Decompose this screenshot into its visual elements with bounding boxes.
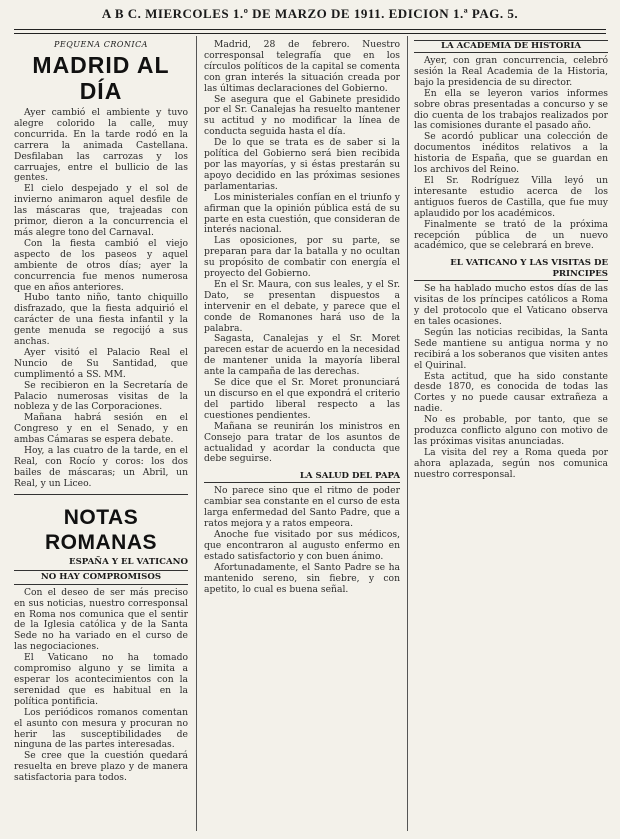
paragraph: Se acordó publicar una colección de documentos inéditos relativos a la historia de España, que se guardan en los archivos del Reino. bbox=[414, 131, 608, 176]
paragraph: Se asegura que el Gabinete presidido por el Sr. Canalejas ha resuelto mantener su actitud y no modificar la línea de conducta seguida hasta el día. bbox=[204, 93, 400, 138]
paragraph: Hoy, a las cuatro de la tarde, en el Real, con Rocío y coros: los dos bailes de máscaras; un Abril, un Real, y un Liceo. bbox=[14, 445, 188, 489]
paragraph: Los ministeriales confían en el triunfo y afirman que la opinión pública está de su parte en esta cuestión, que consideran de interés nacional. bbox=[204, 191, 400, 236]
masthead: A B C. MIERCOLES 1.º DE MARZO DE 1911. EDICION 1.ª PAG. 5. bbox=[101, 6, 519, 21]
column-3 bbox=[414, 40, 608, 835]
section-rule bbox=[14, 494, 188, 495]
paragraph: Los periódicos romanos comentan el asunto con mesura y procuran no herir las susceptibilidades de ninguna de las partes interesadas. bbox=[14, 706, 188, 751]
paragraph: En el Sr. Maura, con sus leales, y el Sr. Dato, se presentan dispuestos a intervenir en el debate, y parece que el conde de Romanones hará uso de la palabra. bbox=[204, 278, 400, 334]
paragraph: Afortunadamente, el Santo Padre se ha mantenido sereno, sin fiebre, y con apetito, lo cual es buena señal. bbox=[204, 561, 400, 595]
article-body bbox=[14, 588, 188, 784]
paragraph: No es probable, por tanto, que se produzca conflicto alguno con motivo de las próximas visitas anunciadas. bbox=[414, 414, 608, 447]
section-heading: EL VATICANO Y LAS VISITAS DE PRINCIPES bbox=[414, 258, 608, 281]
paragraph: Se recibieron en la Secretaría de Palacio numerosas visitas de la nobleza y de las Corporaciones. bbox=[14, 379, 188, 413]
column-2 bbox=[204, 40, 400, 835]
paragraph: Finalmente se trató de la próxima recepción pública de un nuevo académico, que se celebrará en breve. bbox=[414, 218, 608, 252]
paragraph: Las oposiciones, por su parte, se preparan para dar la batalla y no ocultan su propósito de combatir con energía el proyecto del Gobierno. bbox=[204, 235, 400, 280]
paragraph: El Vaticano no ha tomado compromiso alguno y se limita a esperar los acontecimientos con la serenidad que es habitual en la política pontificia. bbox=[14, 652, 188, 707]
paragraph: Mañana habrá sesión en el Congreso y en el Senado, y en ambas Cámaras se espera debate. bbox=[14, 412, 188, 446]
paragraph: Mañana se reunirán los ministros en Consejo para tratar de los asuntos de actualidad y acordar la conducta que debe seguirse. bbox=[204, 420, 400, 465]
section-heading: LA SALUD DEL PAPA bbox=[204, 471, 400, 483]
paragraph: Ayer visitó el Palacio Real el Nuncio de Su Santidad, que cumplimentó a SS. MM. bbox=[14, 346, 188, 380]
paragraph: Se ha hablado mucho estos días de las visitas de los príncipes católicos a Roma y del protocolo que el Vaticano observa en tales ocasiones. bbox=[414, 283, 608, 328]
paragraph: Esta actitud, que ha sido constante desde 1870, es conocida de todas las Cortes y no puede causar extrañeza a nadie. bbox=[414, 370, 608, 415]
article-body bbox=[414, 284, 608, 480]
paragraph: No parece sino que el ritmo de poder cambiar sea constante en el curso de esta larga enfermedad del Santo Padre, que a ratos mejora y a ratos empeora. bbox=[204, 485, 400, 530]
paragraph: Con la fiesta cambió el viejo aspecto de los paseos y aquel ambiente de otros días; ayer la concurrencia fue menos numerosa que en años anteriores. bbox=[14, 237, 188, 293]
paragraph: Se cree que la cuestión quedará resuelta en breve plazo y de manera satisfactoria para todos. bbox=[14, 750, 188, 784]
section-heading: LA ACADEMIA DE HISTORIA bbox=[414, 40, 608, 53]
paragraph: Hubo tanto niño, tanto chiquillo disfrazado, que la fiesta adquirió el carácter de una fiesta infantil y la gente menuda se regocijó a sus anchas. bbox=[14, 292, 188, 348]
article-subheading: NO HAY COMPROMISOS bbox=[14, 570, 188, 585]
article-title: NOTAS ROMANAS bbox=[45, 505, 157, 554]
paragraph: Se dice que el Sr. Moret pronunciará un discurso en el que expondrá el criterio del partido liberal respecto a las cuestiones pendientes. bbox=[204, 377, 400, 421]
column-1 bbox=[14, 40, 188, 835]
paragraph: Sagasta, Canalejas y el Sr. Moret parecen estar de acuerdo en la necesidad de mantener unida la mayoría liberal ante la campaña de las derechas. bbox=[204, 333, 400, 378]
masthead-rule bbox=[14, 29, 606, 30]
article-body bbox=[204, 40, 400, 465]
paragraph: Con el deseo de ser más preciso en sus noticias, nuestro corresponsal en Roma nos comunica que el sentir de la Iglesia católica y de la Santa Sede no ha variado en el curso de las negociaciones. bbox=[14, 586, 188, 653]
paragraph: Ayer, con gran concurrencia, celebró sesión la Real Academia de la Historia, bajo la presidencia de su director. bbox=[414, 55, 608, 88]
column-divider bbox=[407, 36, 408, 831]
paragraph: El Sr. Rodríguez Villa leyó un interesante estudio acerca de los antiguos fueros de Castilla, que fue muy aplaudido por los académicos. bbox=[414, 174, 608, 219]
masthead-rule-2 bbox=[14, 33, 606, 34]
paragraph: De lo que se trata es de saber si la política del Gobierno será bien recibida por las mayorías, y si éstas prestarán su apoyo decidido en las próximas sesiones parlamentarias. bbox=[204, 137, 400, 192]
paragraph: Ayer cambió el ambiente y tuvo alegre colorido la calle, muy concurrida. En la tarde rodó en la carrera la animada Castellana. Desfilaban las carrozas y los carruajes, entre el bullicio de las gentes. bbox=[14, 107, 188, 184]
kicker: PEQUEÑA CRÓNICA bbox=[54, 40, 148, 49]
article-subtitle: ESPAÑA Y EL VATICANO bbox=[69, 556, 188, 567]
paragraph: Madrid, 28 de febrero. Nuestro corresponsal telegrafía que en los círculos políticos de la capital se comenta con gran interés la situación creada por las últimas declaraciones del Gobierno. bbox=[204, 40, 400, 94]
paragraph: La visita del rey a Roma queda por ahora aplazada, según nos comunica nuestro corresponsal. bbox=[414, 446, 608, 480]
article-body bbox=[14, 108, 188, 490]
paragraph: El cielo despejado y el sol de invierno animaron aquel desfile de las máscaras que, trajeadas con primor, dieron a la concurrencia el más alegre tono del Carnaval. bbox=[14, 183, 188, 238]
article-body bbox=[204, 486, 400, 595]
paragraph: En ella se leyeron varios informes sobre obras presentadas a concurso y se dio cuenta de los trabajos realizados por las comisiones durante el pasado año. bbox=[414, 87, 608, 132]
article-title: MADRID AL DÍA bbox=[32, 52, 170, 104]
paragraph: Según las noticias recibidas, la Santa Sede mantiene su antigua norma y no recibirá a los soberanos que visiten antes el Quirinal. bbox=[414, 326, 608, 371]
column-divider bbox=[196, 36, 197, 831]
article-body bbox=[414, 56, 608, 252]
paragraph: Anoche fue visitado por sus médicos, que encontraron al augusto enfermo en estado satisfactorio y con buen ánimo. bbox=[204, 528, 400, 562]
